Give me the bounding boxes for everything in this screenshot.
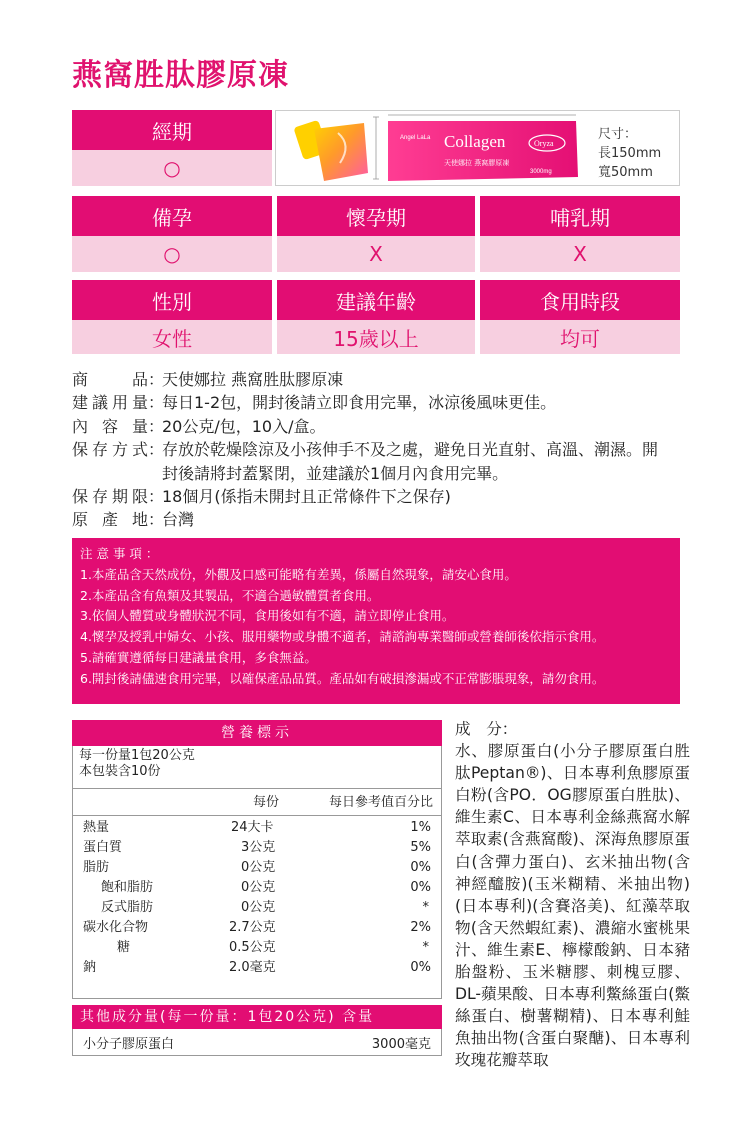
notice-item: 1.本產品含天然成份，外觀及口感可能略有差異，係屬自然現象，請安心食用。 (80, 566, 517, 582)
nutrition-table (72, 720, 442, 1056)
gender-header: 性別 (72, 280, 272, 320)
ingredients-label: 成 分： (455, 720, 518, 738)
package-sub: 天使娜拉 燕窩膠原凍 (444, 159, 510, 167)
notice-box (72, 538, 680, 704)
serving-size: 每一份量1包20公克 (79, 748, 195, 763)
notice-title: 注 意 事 項 ： (80, 546, 159, 561)
size-length: 長150mm (598, 146, 662, 161)
notice-item: 3.依個人體質或身體狀況不同，食用後如有不適，請立即停止食用。 (80, 608, 455, 624)
lactation-header: 哺乳期 (480, 196, 680, 236)
nutrition-row: 飽和脂肪 0公克 0% (101, 880, 431, 895)
nutrition-col-header (73, 793, 441, 813)
package-badge: Oryza (534, 139, 554, 148)
size-info (598, 125, 661, 182)
product-info (72, 368, 672, 532)
nutrition-row: 脂肪 0公克 0% (83, 860, 431, 875)
info-value: 存放於乾燥陰涼及小孩伸手不及之處，避免日光直射、高溫、潮濕。開封後請將封蓋緊閉，並建議於1個月內食用完畢。 (162, 440, 659, 483)
info-label: 建議用量 (72, 393, 148, 413)
info-label: 商品 (72, 370, 148, 389)
nutrition-row: 蛋白質 3公克 5% (83, 840, 431, 855)
other-header: 其他成分量(每一份量：1包20公克) 含量 (72, 1005, 442, 1029)
info-row: 保存期限 ： 18個月(係指未開封且正常條件下之保存) (72, 485, 672, 508)
info-value: 18個月(係指未開封且正常條件下之保存) (162, 487, 451, 507)
notice-item: 2.本產品含有魚類及其製品，不適合過敏體質者食用。 (80, 587, 380, 603)
package-image (275, 110, 680, 186)
size-width: 寬50mm (598, 165, 653, 180)
info-label: 內容量 (72, 416, 148, 436)
time-header: 食用時段 (480, 280, 680, 320)
info-row: 內容量 ： 20公克/包，10入/盒。 (72, 415, 672, 438)
col-pct: 每日參考值百分比 (328, 795, 433, 810)
package-product: Collagen (444, 132, 506, 151)
nutrition-row: 反式脂肪 0公克 * (101, 900, 429, 915)
ingredients-text: 水、膠原蛋白(小分子膠原蛋白胜肽Peptan®)、日本專利魚膠原蛋白粉(含PO．OG膠原蛋白胜肽)、維生素C、日本專利金絲燕窩水解萃取素(含燕窩酸)、深海魚膠原蛋白(含彈力蛋白)、玄米抽出物(含神經醯胺)(玉米糊精、米抽出物)(日本專利)(含賽洛美)、紅藻萃取物(含天然蝦紅素)、濃縮水蜜桃果汁、維生素E、檸檬酸鈉、日本豬胎盤粉、玉米糖膠、刺槐豆膠、DL-蘋果酸、日本專利鱉絲蛋白(鱉絲蛋白、樹薯糊精)、日本專利鮭魚抽出物(含蛋白聚醣)、日本專利玫瑰花瓣萃取 (455, 742, 690, 1070)
age-header: 建議年齡 (277, 280, 475, 320)
nutrition-body (72, 746, 442, 999)
usage-grid (72, 110, 680, 352)
nutrition-row: 熱量 24大卡 1% (83, 820, 431, 835)
package-brand: Angel LaLa (400, 135, 431, 141)
other-value: 3000毫克 (371, 1037, 431, 1052)
info-label: 保存方式 (72, 440, 148, 460)
package-amount: 3000mg (530, 169, 552, 175)
prep-header: 備孕 (72, 196, 272, 236)
servings-per-pack: 本包裝含10份 (79, 764, 161, 779)
info-row: 商品 ： 天使娜拉 燕窩胜肽膠原凍 (72, 368, 672, 391)
age-value: 15歲以上 (277, 320, 475, 354)
info-value: 台灣 (162, 510, 195, 530)
notice-item: 4.懷孕及授乳中婦女、小孩、服用藥物或身體不適者，請諮詢專業醫師或營養師後依指示食用。 (80, 629, 605, 645)
lactation-value: X (480, 236, 680, 272)
nutrition-row: 碳水化合物 2.7公克 2% (83, 920, 431, 935)
info-label: 保存期限 (72, 487, 148, 507)
nutrition-row: 糖 0.5公克 * (117, 940, 429, 955)
other-name: 小分子膠原蛋白 (83, 1037, 175, 1052)
prep-value: ○ (72, 236, 272, 272)
notice-item: 5.請確實遵循每日建議量食用，多食無益。 (80, 649, 317, 665)
notice-item: 6.開封後請儘速食用完畢，以確保產品品質。產品如有破損滲漏或不正常膨脹現象，請勿食用。 (80, 670, 605, 686)
ingredients (455, 718, 690, 1072)
info-row: 原產地 ： 台灣 (72, 508, 672, 531)
info-label: 原產地 (72, 510, 148, 530)
nutrition-row: 鈉 2.0毫克 0% (83, 960, 431, 975)
col-each: 每份 (253, 795, 280, 810)
info-value: 20公克/包，10入/盒。 (162, 416, 326, 436)
time-value: 均可 (480, 320, 680, 354)
gender-value: 女性 (72, 320, 272, 354)
info-value: 每日1-2包，開封後請立即食用完畢，冰涼後風味更佳。 (162, 393, 557, 413)
info-value: 天使娜拉 燕窩胜肽膠原凍 (162, 370, 344, 389)
info-row: 建議用量 ： 每日1-2包，開封後請立即食用完畢，冰涼後風味更佳。 (72, 391, 672, 414)
info-row: 保存方式 ： 存放於乾燥陰涼及小孩伸手不及之處，避免日光直射、高溫、潮濕。開封後請將封蓋緊閉，並建議於1個月內食用完畢。 (72, 438, 672, 485)
nutrition-header: 營養標示 (72, 720, 442, 746)
pregnancy-value: X (277, 236, 475, 272)
page-title: 燕窩胜肽膠原凍 (72, 58, 289, 93)
nutrition-serving (73, 746, 441, 782)
pregnancy-header: 懷孕期 (277, 196, 475, 236)
period-header: 經期 (72, 110, 272, 150)
period-value: ○ (72, 150, 272, 186)
other-row (72, 1029, 442, 1056)
size-label: 尺寸： (598, 127, 638, 142)
